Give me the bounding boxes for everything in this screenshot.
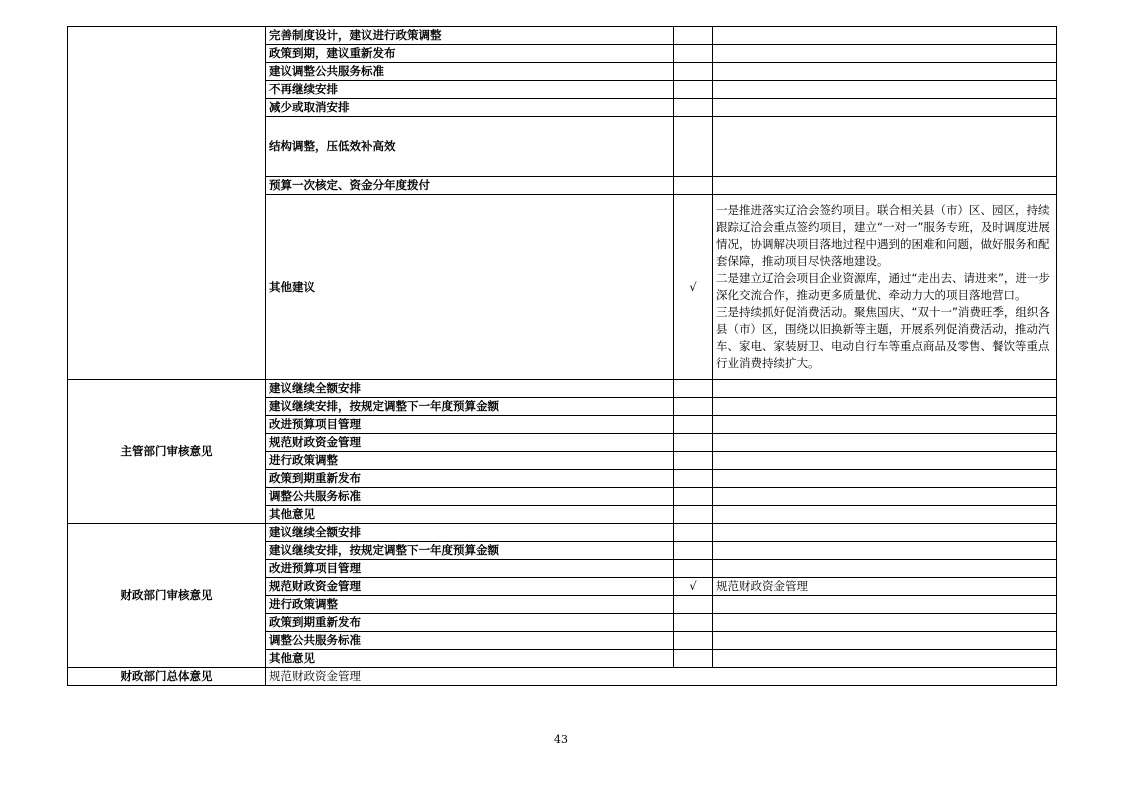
check-cell[interactable]: √ — [674, 578, 713, 596]
note-cell — [713, 416, 1057, 434]
note-cell — [713, 27, 1057, 45]
category-cell: 财政部门审核意见 — [68, 524, 266, 668]
option-label: 进行政策调整 — [266, 596, 674, 614]
check-cell[interactable] — [674, 99, 713, 117]
option-label: 建议继续全额安排 — [266, 524, 674, 542]
note-cell: 规范财政资金管理 — [713, 578, 1057, 596]
check-cell[interactable]: √ — [674, 195, 713, 380]
check-cell[interactable] — [674, 470, 713, 488]
note-cell — [713, 81, 1057, 99]
check-cell[interactable] — [674, 63, 713, 81]
option-label: 进行政策调整 — [266, 452, 674, 470]
check-cell[interactable] — [674, 452, 713, 470]
check-cell[interactable] — [674, 81, 713, 99]
note-cell — [713, 542, 1057, 560]
table-row — [68, 668, 1057, 686]
check-cell[interactable] — [674, 177, 713, 195]
check-cell[interactable] — [674, 117, 713, 177]
check-cell[interactable] — [674, 434, 713, 452]
check-cell[interactable] — [674, 524, 713, 542]
note-cell — [713, 560, 1057, 578]
note-cell — [713, 452, 1057, 470]
table-row — [68, 524, 1057, 542]
option-label: 改进预算项目管理 — [266, 416, 674, 434]
check-cell[interactable] — [674, 560, 713, 578]
check-cell[interactable] — [674, 596, 713, 614]
note-cell — [713, 99, 1057, 117]
suggestion-paragraph: 一是推进落实辽洽会签约项目。联合相关县（市）区、园区，持续跟踪辽洽会重点签约项目，建立“一对一”服务专班，及时调度进展情况，协调解决项目落地过程中遇到的困难和问题，做好服务和配套保障，推动项目尽快落地建设。 — [716, 203, 1050, 268]
note-cell — [713, 434, 1057, 452]
option-label: 完善制度设计，建议进行政策调整 — [266, 27, 674, 45]
category-cell: 主管部门审核意见 — [68, 380, 266, 524]
check-cell[interactable] — [674, 614, 713, 632]
note-cell — [713, 524, 1057, 542]
suggestion-paragraph: 三是持续抓好促消费活动。聚焦国庆、“双十一”消费旺季，组织各县（市）区，围绕以旧换新等主题，开展系列促消费活动，推动汽车、家电、家装厨卫、电动自行车等重点商品及零售、餐饮等重点行业消费持续扩大。 — [716, 305, 1050, 370]
table-row — [68, 380, 1057, 398]
check-cell[interactable] — [674, 380, 713, 398]
page-number: 43 — [554, 733, 568, 746]
note-cell — [713, 632, 1057, 650]
check-cell[interactable] — [674, 27, 713, 45]
note-cell — [713, 45, 1057, 63]
check-cell[interactable] — [674, 506, 713, 524]
note-cell — [713, 470, 1057, 488]
note-cell — [713, 177, 1057, 195]
overall-label: 财政部门总体意见 — [68, 668, 266, 686]
suggestion-text — [713, 195, 1057, 380]
check-cell[interactable] — [674, 650, 713, 668]
option-label: 预算一次核定、资金分年度拨付 — [266, 177, 674, 195]
option-label: 规范财政资金管理 — [266, 434, 674, 452]
option-label: 其他意见 — [266, 506, 674, 524]
check-cell[interactable] — [674, 45, 713, 63]
option-label: 调整公共服务标准 — [266, 488, 674, 506]
check-cell[interactable] — [674, 632, 713, 650]
category-cell — [68, 27, 266, 380]
option-label: 改进预算项目管理 — [266, 560, 674, 578]
note-cell — [713, 398, 1057, 416]
note-cell — [713, 63, 1057, 81]
note-cell — [713, 596, 1057, 614]
overall-value: 规范财政资金管理 — [266, 668, 1057, 686]
suggestion-paragraph: 二是建立辽洽会项目企业资源库，通过“走出去、请进来”，进一步深化交流合作，推动更多质量优、牵动力大的项目落地营口。 — [716, 271, 1050, 302]
note-cell — [713, 117, 1057, 177]
option-label: 调整公共服务标准 — [266, 632, 674, 650]
option-label: 政策到期重新发布 — [266, 470, 674, 488]
check-cell[interactable] — [674, 542, 713, 560]
option-label: 政策到期重新发布 — [266, 614, 674, 632]
option-label: 其他意见 — [266, 650, 674, 668]
check-cell[interactable] — [674, 416, 713, 434]
note-cell — [713, 380, 1057, 398]
note-cell — [713, 488, 1057, 506]
option-label: 建议继续安排，按规定调整下一年度预算金额 — [266, 542, 674, 560]
note-cell — [713, 506, 1057, 524]
table-row — [68, 27, 1057, 45]
option-label: 规范财政资金管理 — [266, 578, 674, 596]
check-cell[interactable] — [674, 398, 713, 416]
option-label: 结构调整，压低效补高效 — [266, 117, 674, 177]
option-label: 建议调整公共服务标准 — [266, 63, 674, 81]
note-cell — [713, 650, 1057, 668]
note-cell — [713, 614, 1057, 632]
check-cell[interactable] — [674, 488, 713, 506]
option-label: 其他建议 — [266, 195, 674, 380]
option-label: 减少或取消安排 — [266, 99, 674, 117]
option-label: 建议继续安排，按规定调整下一年度预算金额 — [266, 398, 674, 416]
option-label: 建议继续全额安排 — [266, 380, 674, 398]
option-label: 政策到期，建议重新发布 — [266, 45, 674, 63]
option-label: 不再继续安排 — [266, 81, 674, 99]
assessment-table — [67, 26, 1057, 686]
